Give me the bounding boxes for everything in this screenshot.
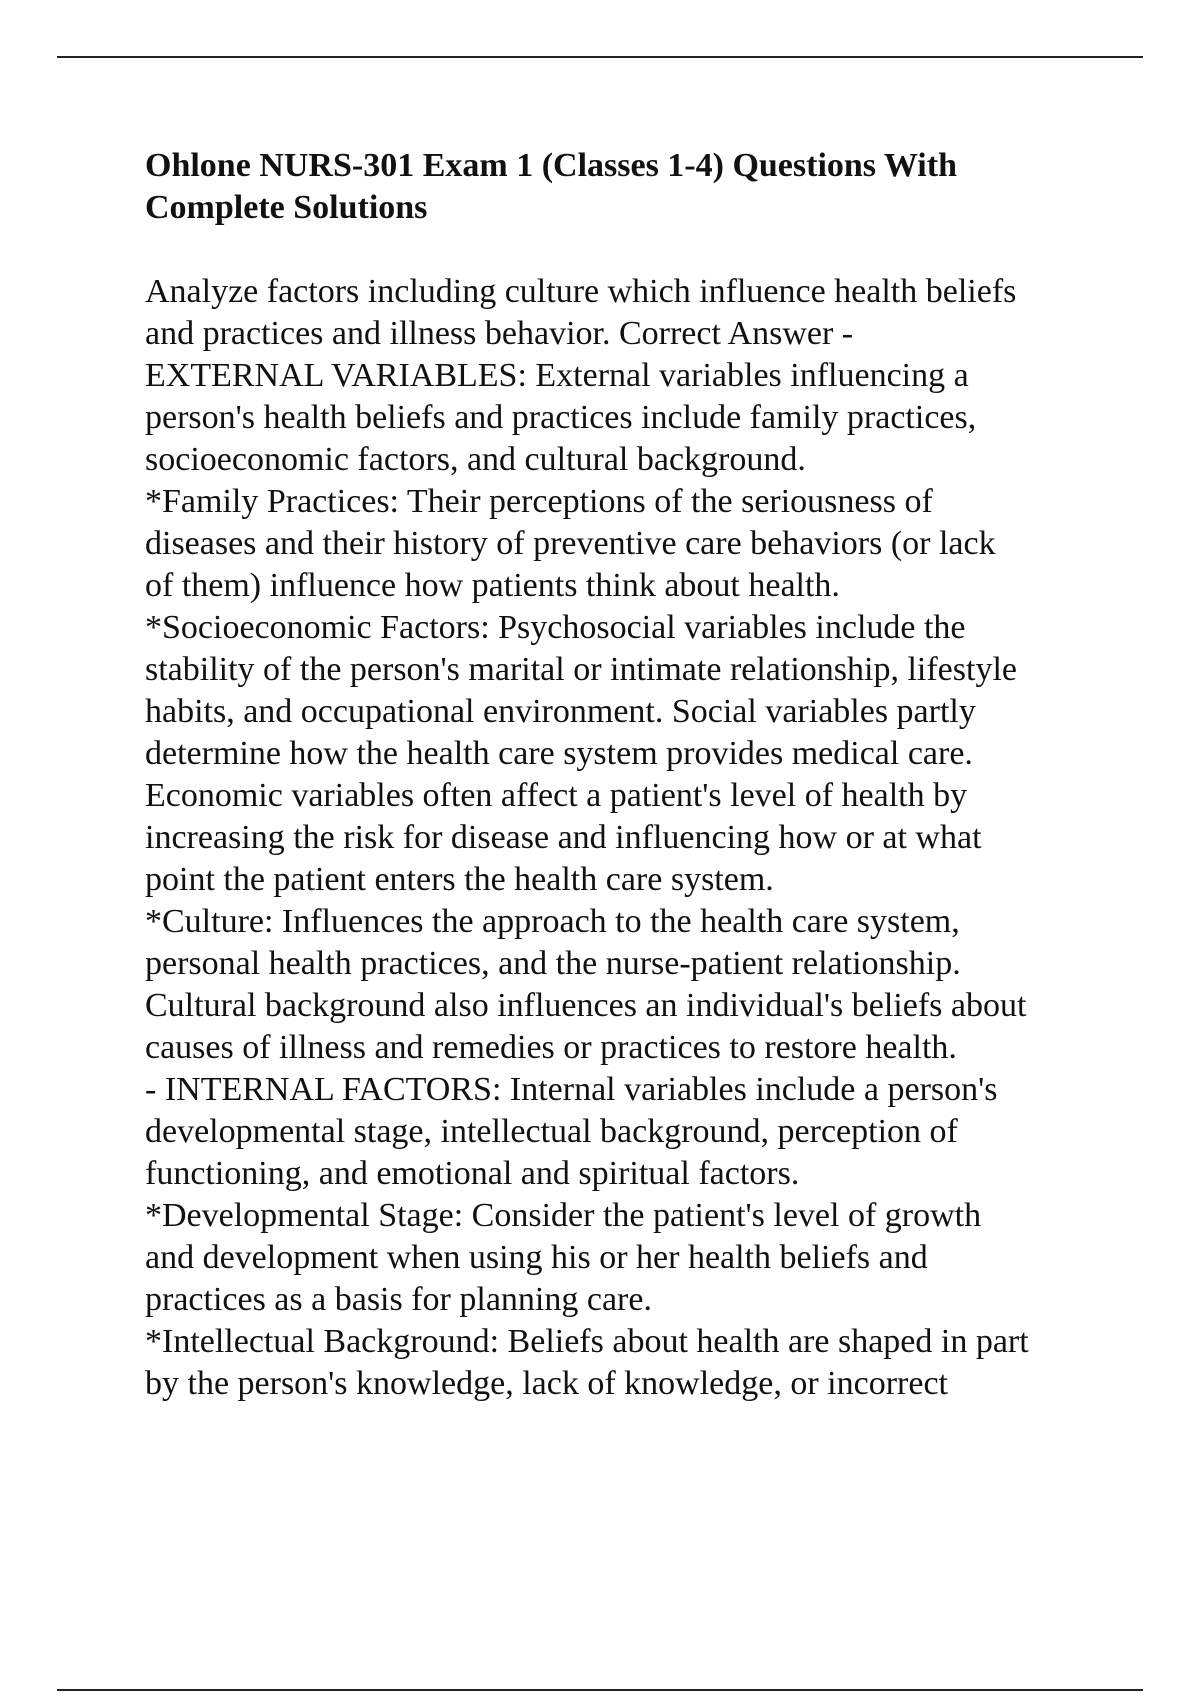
body-line: and development when using his or her health beliefs and <box>145 1239 928 1276</box>
body-line: EXTERNAL VARIABLES: External variables influencing a <box>145 357 969 394</box>
body-line: person's health beliefs and practices include family practices, <box>145 399 977 436</box>
body-line: practices as a basis for planning care. <box>145 1281 652 1318</box>
body-line: *Culture: Influences the approach to the health care system, <box>145 903 960 940</box>
body-line: socioeconomic factors, and cultural background. <box>145 441 806 478</box>
document-title <box>145 145 1105 229</box>
body-line: functioning, and emotional and spiritual factors. <box>145 1155 800 1192</box>
body-line: by the person's knowledge, lack of knowledge, or incorrect <box>145 1365 948 1402</box>
title-line: Ohlone NURS-301 Exam 1 (Classes 1-4) Questions With <box>145 147 957 184</box>
body-line: developmental stage, intellectual background, perception of <box>145 1113 958 1150</box>
body-line: Analyze factors including culture which influence health beliefs <box>145 273 1017 310</box>
body-line: *Socioeconomic Factors: Psychosocial variables include the <box>145 609 966 646</box>
body-line: *Developmental Stage: Consider the patient's level of growth <box>145 1197 982 1234</box>
body-line: *Intellectual Background: Beliefs about health are shaped in part <box>145 1323 1029 1360</box>
body-line: and practices and illness behavior. Correct Answer - <box>145 315 854 352</box>
body-line: *Family Practices: Their perceptions of the seriousness of <box>145 483 933 520</box>
body-line: of them) influence how patients think about health. <box>145 567 840 604</box>
body-line: diseases and their history of preventive care behaviors (or lack <box>145 525 996 562</box>
body-line: determine how the health care system provides medical care. <box>145 735 973 772</box>
body-line: stability of the person's marital or intimate relationship, lifestyle <box>145 651 1017 688</box>
body-line: Cultural background also influences an individual's beliefs about <box>145 987 1027 1024</box>
document-body <box>145 271 1105 1405</box>
footer-divider <box>57 1689 1143 1691</box>
title-line: Complete Solutions <box>145 189 428 226</box>
body-line: habits, and occupational environment. Social variables partly <box>145 693 976 730</box>
body-line: - INTERNAL FACTORS: Internal variables include a person's <box>145 1071 998 1108</box>
body-line: causes of illness and remedies or practices to restore health. <box>145 1029 957 1066</box>
body-line: increasing the risk for disease and influencing how or at what <box>145 819 982 856</box>
document-content <box>145 145 1105 1405</box>
body-line: personal health practices, and the nurse-patient relationship. <box>145 945 961 982</box>
body-line: point the patient enters the health care system. <box>145 861 774 898</box>
body-line: Economic variables often affect a patient's level of health by <box>145 777 968 814</box>
header-divider <box>57 56 1143 58</box>
